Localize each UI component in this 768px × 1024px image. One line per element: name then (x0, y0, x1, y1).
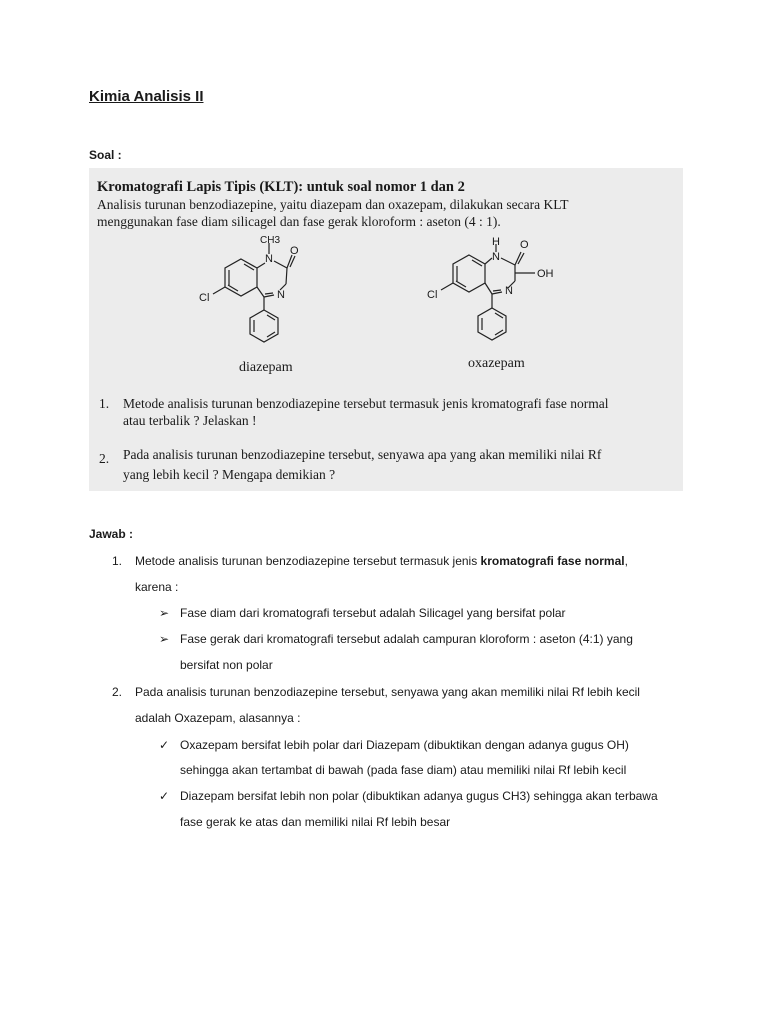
figure-q1-line1: Metode analisis turunan benzodiazepine tersebut termasuk jenis kromatografi fase normal (123, 396, 609, 411)
oxazepam-cl-label: Cl (427, 289, 438, 301)
soal-label: Soal : (89, 148, 122, 162)
answer-1-bullet-1: Fase diam dari kromatografi tersebut adalah Silicagel yang bersifat polar (180, 606, 566, 620)
diazepam-cl-label: Cl (199, 292, 210, 304)
answer-1-line1 (135, 548, 628, 574)
oxazepam-n2-label: N (505, 285, 513, 297)
answer-1-bullet-2-line2: bersifat non polar (180, 658, 273, 672)
figure-q2-line2: yang lebih kecil ? Mengapa demikian ? (123, 467, 336, 482)
diazepam-o-label: O (290, 245, 299, 257)
answer-2-number: 2. (112, 685, 123, 699)
answer-2-line2: adalah Oxazepam, alasannya : (135, 711, 301, 725)
document-title: Kimia Analisis II (89, 88, 204, 105)
diazepam-n1-label: N (265, 253, 273, 265)
check-icon: ✓ (159, 738, 170, 752)
answer-1-number: 1. (112, 554, 123, 568)
answer-1-comma: , (624, 554, 628, 568)
answer-2-check-1-line2: sehingga akan tertambat di bawah (pada fase diam) atau memiliki nilai Rf lebih kecil (180, 763, 627, 777)
figure-q1-number: 1. (99, 396, 110, 411)
oxazepam-h-label: H (492, 236, 500, 248)
arrow-bullet-icon: ➢ (159, 606, 170, 620)
answer-1-bullet-2-line1: Fase gerak dari kromatografi tersebut adalah campuran kloroform : aseton (4:1) yang (180, 632, 633, 646)
answer-1-line2: karena : (135, 580, 179, 594)
figure-intro-line2: menggunakan fase diam silicagel dan fase gerak kloroform : aseton (4 : 1). (97, 214, 501, 229)
check-icon: ✓ (159, 789, 170, 803)
figure-q2-number: 2. (99, 451, 110, 466)
diazepam-n2-label: N (277, 289, 285, 301)
oxazepam-structure (441, 244, 535, 340)
answer-2-check-2-line2: fase gerak ke atas dan memiliki nilai Rf lebih besar (180, 815, 451, 829)
arrow-bullet-icon: ➢ (159, 632, 170, 646)
question-photo (89, 168, 683, 491)
answer-2-check-2-line1: Diazepam bersifat lebih non polar (dibuktikan adanya gugus CH3) sehingga akan terbawa (180, 789, 658, 803)
oxazepam-n1-label: N (492, 251, 500, 263)
figure-q1-line2: atau terbalik ? Jelaskan ! (123, 413, 257, 428)
jawab-label: Jawab : (89, 527, 134, 541)
answer-1-text: Metode analisis turunan benzodiazepine tersebut termasuk jenis (135, 554, 481, 568)
figure-q2-line1: Pada analisis turunan benzodiazepine tersebut, senyawa apa yang akan memiliki nilai Rf (123, 447, 602, 462)
answer-1-emphasis: kromatografi fase normal (480, 554, 625, 568)
diazepam-name: diazepam (239, 360, 293, 375)
figure-heading: Kromatografi Lapis Tipis (KLT): untuk soal nomor 1 dan 2 (97, 179, 465, 195)
oxazepam-o-label: O (520, 239, 529, 251)
diazepam-ch3-label: CH3 (260, 235, 281, 246)
figure-intro-line1: Analisis turunan benzodiazepine, yaitu diazepam dan oxazepam, dilakukan secara KLT (97, 197, 569, 212)
oxazepam-oh-label: OH (537, 268, 554, 280)
answer-2-check-1-line1: Oxazepam bersifat lebih polar dari Diazepam (dibuktikan dengan adanya gugus OH) (180, 738, 629, 752)
oxazepam-name: oxazepam (468, 356, 525, 371)
answer-2-line1: Pada analisis turunan benzodiazepine tersebut, senyawa yang akan memiliki nilai Rf lebih kecil (135, 685, 640, 699)
question-figure (89, 168, 683, 491)
